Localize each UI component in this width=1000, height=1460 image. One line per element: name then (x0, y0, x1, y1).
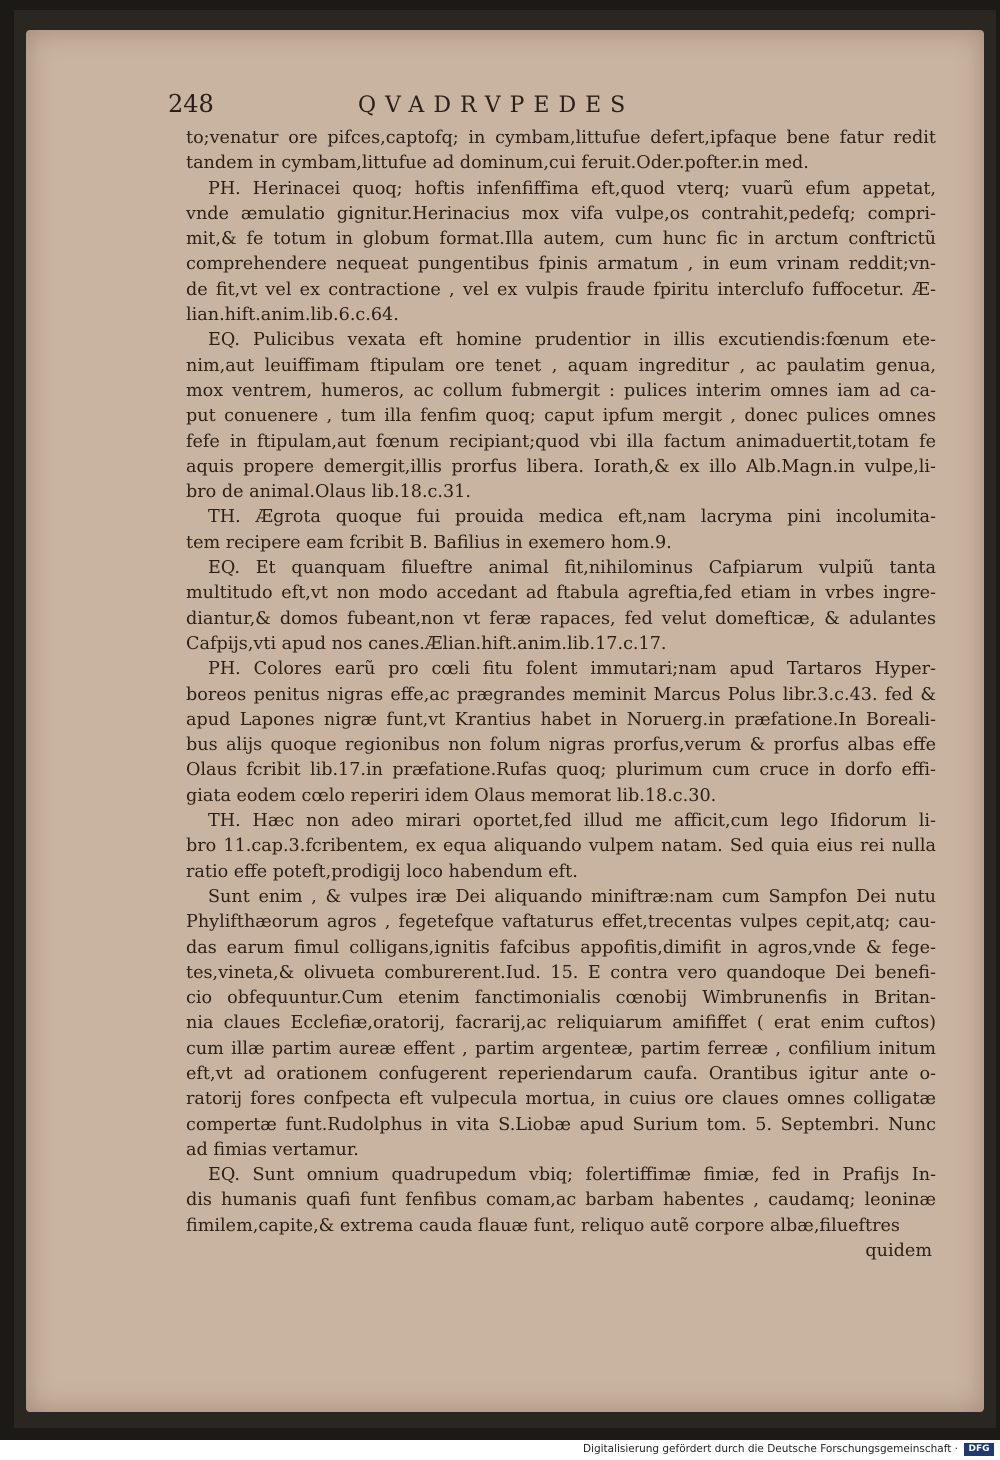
dfg-logo: DFG (964, 1443, 994, 1456)
text-line: eft,vt ad orationem confugerent reperiendarum caufa. Orantibus igitur ante o- (186, 1063, 936, 1084)
text-line: compertæ funt.Rudolphus in vita S.Liobæ apud Surium tom. 5. Septembri. Nunc (186, 1114, 936, 1135)
text-line: put conuenere , tum illa fenfim quoq; caput ipfum mergit , donec pulices omnes (186, 406, 936, 427)
text-line: tem recipere eam fcribit B. Bafilius in exemero hom.9. (186, 532, 672, 553)
text-line: fefe in ftipulam,aut fœnum recipiant;quod vbi illa factum animaduertit,totam fe (186, 431, 936, 452)
text-line: EQ. Sunt omnium quadrupedum vbiq; folertiffimæ fimiæ, fed in Prafijs In- (208, 1165, 936, 1186)
text-line: mox ventrem, humeros, ac collum fubmergit : pulices interim omnes iam ad ca- (186, 380, 936, 401)
text-line: bro 11.cap.3.fcribentem, ex equa aliquando vulpem natam. Sed quia eius rei nulla (186, 836, 936, 857)
text-line: lian.hift.anim.lib.6.c.64. (186, 305, 399, 326)
footer-credit: Digitalisierung gefördert durch die Deutsche Forschungsgemeinschaft · (582, 1443, 958, 1455)
text-line: TH. Ægrota quoque fui prouida medica eft,nam lacryma pini incolumita- (208, 507, 936, 528)
text-line: mit,& fe totum in globum format.Illa autem, cum hunc fic in arctum conftrictũ (186, 229, 936, 250)
text-line: nia claues Ecclefiæ,oratorij, facrarij,ac reliquiarum amififfet ( erat enim cuftos) (186, 1013, 936, 1034)
text-line: tes,vineta,& olivueta comburerent.Iud. 15. E contra vero quandoque Dei benefi- (186, 962, 936, 983)
page-content (168, 90, 936, 1264)
footer-bar (0, 1440, 1000, 1460)
page-number: 248 (168, 90, 214, 118)
text-line: apud Lapones nigræ funt,vt Krantius habet in Noruerg.in præfatione.In Boreali- (186, 709, 936, 730)
text-line: boreos penitus nigras effe,ac prægrandes meminit Marcus Polus libr.3.c.43. fed & (186, 684, 936, 705)
text-line: vnde æmulatio gignitur.Herinacius mox vifa vulpe,os contrahit,pedefq; compri- (186, 203, 936, 224)
running-head-title: QVADRVPEDES (358, 93, 635, 118)
text-line: giata eodem cœlo reperiri idem Olaus memorat lib.18.c.30. (186, 785, 717, 806)
text-line: das earum fimul colligans,ignitis fafcibus appofitis,dimifit in agros,vnde & fege- (186, 937, 936, 958)
text-line: ratio effe poteft,prodigij loco habendum eft. (186, 861, 578, 882)
text-line: nim,aut leuiffimam ftipulam ore tenet , aquam ingreditur , ac paulatim genua, (186, 355, 936, 376)
text-line: to;venatur ore pifces,captofq; in cymbam,littufue defert,ipfaque bene fatur redit (186, 128, 936, 148)
text-line: bro de animal.Olaus lib.18.c.31. (186, 482, 471, 503)
text-line: Olaus fcribit lib.17.in præfatione.Rufas quoq; plurimum cum cruce in dorfo effi- (186, 760, 936, 781)
text-line: fimilem,capite,& extrema cauda flauæ funt, reliquo autẽ corpore albæ,filueftres (186, 1215, 900, 1236)
text-line: Sunt enim , & vulpes iræ Dei aliquando miniftræ:nam cum Sampfon Dei nutu (208, 886, 936, 907)
catchword: quidem (865, 1241, 932, 1262)
text-line: cio obfequuntur.Cum etenim fanctimonialis cœnobij Wimbrunenfis in Britan- (186, 988, 936, 1009)
text-line: Cafpijs,vti apud nos canes.Ælian.hift.anim.lib.17.c.17. (186, 633, 667, 654)
text-line: EQ. Et quanquam filueftre animal fit,nihilominus Cafpiarum vulpiũ tanta (208, 558, 936, 579)
text-line: Phylifthæorum agros , fegetefque vaftaturus effet,trecentas vulpes cepit,atq; cau- (186, 912, 936, 933)
text-line: ad fimias vertamur. (186, 1139, 359, 1160)
body-text (186, 126, 936, 1239)
text-line: ratorij fores confpecta eft vulpecula mortua, in cuius ore claues omnes colligatæ (186, 1089, 936, 1110)
text-line: aquis propere demergit,illis prorfus libera. Iorath,& ex illo Alb.Magn.in vulpe,li- (186, 456, 936, 477)
text-line: PH. Colores earũ pro cœli fitu folent immutari;nam apud Tartaros Hyper- (208, 659, 936, 680)
text-line: EQ. Pulicibus vexata eft homine prudentior in illis excutiendis:fœnum ete- (208, 330, 936, 351)
text-line: cum illæ partim aureæ effent , partim argenteæ, partim ferreæ , confilium initum (186, 1038, 936, 1059)
text-line: comprehendere nequeat pungentibus fpinis armatum , in eum vrinam reddit;vn- (186, 254, 936, 275)
running-head (168, 90, 936, 126)
text-line: de fit,vt vel ex contractione , vel ex vulpis fraude fpiritu interclufo fuffocetur. Æ- (186, 279, 936, 300)
text-line: tandem in cymbam,littufue ad dominum,cui feruit.Oder.pofter.in med. (186, 153, 809, 174)
text-line: PH. Herinacei quoq; hoftis infenfiffima eft,quod vterq; vuarũ efum appetat, (208, 178, 936, 199)
text-line: bus alijs quoque regionibus non folum nigras prorfus,verum & prorfus albas effe (186, 735, 936, 756)
text-line: dis humanis quafi funt fenfibus comam,ac barbam habentes , caudamq; leoninæ (186, 1190, 936, 1211)
text-line: TH. Hæc non adeo mirari oportet,fed illud me afficit,cum lego Ifidorum li- (208, 811, 936, 832)
text-line: diantur,& domos fubeant,non vt feræ rapaces, fed velut domefticæ, & adulantes (186, 608, 936, 629)
text-line: multitudo eft,vt non modo accedant ad ftabula agreftia,fed etiam in vrbes ingre- (186, 583, 936, 604)
